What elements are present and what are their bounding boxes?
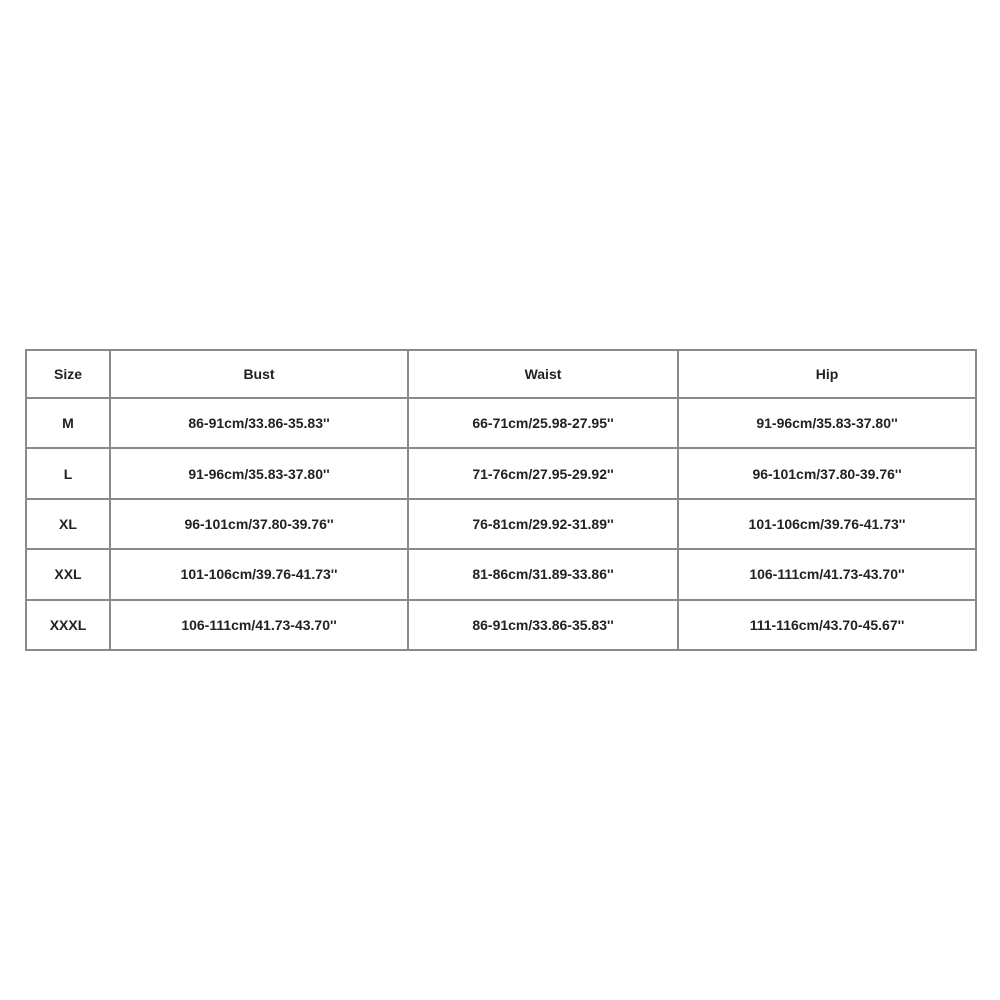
cell-bust: 91-96cm/35.83-37.80'': [110, 448, 408, 498]
cell-size: XXL: [26, 549, 110, 599]
table-row: [26, 549, 976, 599]
cell-hip: 111-116cm/43.70-45.67'': [678, 600, 976, 650]
cell-waist: 71-76cm/27.95-29.92'': [408, 448, 678, 498]
cell-waist: 81-86cm/31.89-33.86'': [408, 549, 678, 599]
table-row: [26, 499, 976, 549]
header-bust: Bust: [110, 350, 408, 398]
cell-bust: 96-101cm/37.80-39.76'': [110, 499, 408, 549]
header-waist: Waist: [408, 350, 678, 398]
cell-hip: 106-111cm/41.73-43.70'': [678, 549, 976, 599]
cell-bust: 106-111cm/41.73-43.70'': [110, 600, 408, 650]
header-hip: Hip: [678, 350, 976, 398]
table-row: [26, 600, 976, 650]
cell-waist: 86-91cm/33.86-35.83'': [408, 600, 678, 650]
cell-hip: 96-101cm/37.80-39.76'': [678, 448, 976, 498]
cell-hip: 101-106cm/39.76-41.73'': [678, 499, 976, 549]
cell-size: XXXL: [26, 600, 110, 650]
table-header-row: [26, 350, 976, 398]
cell-bust: 101-106cm/39.76-41.73'': [110, 549, 408, 599]
cell-waist: 76-81cm/29.92-31.89'': [408, 499, 678, 549]
cell-size: M: [26, 398, 110, 448]
cell-hip: 91-96cm/35.83-37.80'': [678, 398, 976, 448]
cell-waist: 66-71cm/25.98-27.95'': [408, 398, 678, 448]
cell-size: L: [26, 448, 110, 498]
table-row: [26, 398, 976, 448]
header-size: Size: [26, 350, 110, 398]
size-chart-table: [25, 349, 977, 651]
cell-size: XL: [26, 499, 110, 549]
cell-bust: 86-91cm/33.86-35.83'': [110, 398, 408, 448]
table-row: [26, 448, 976, 498]
